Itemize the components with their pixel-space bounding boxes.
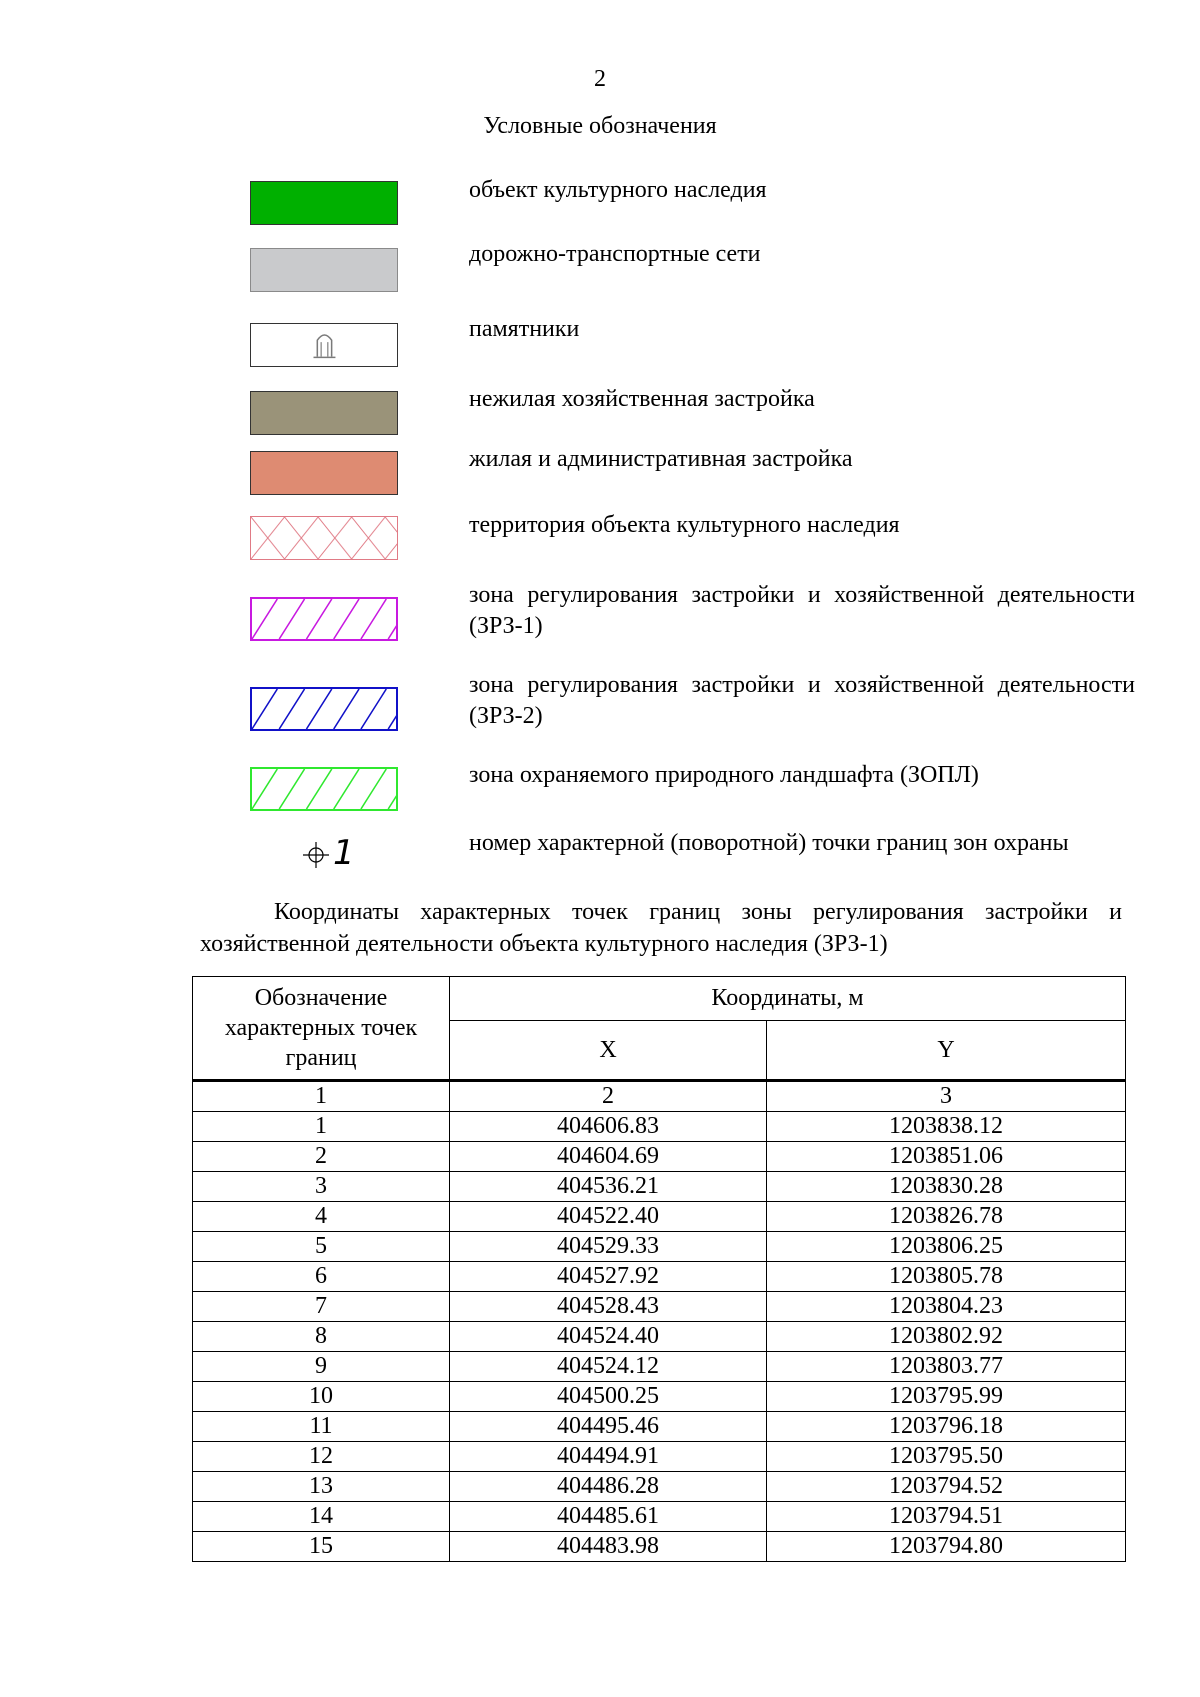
legend-label: зона регулирования застройки и хозяйственной деятельности (ЗРЗ-1) [469, 582, 1135, 639]
column-number: 1 [193, 1081, 450, 1112]
y-coordinate: 1203805.78 [767, 1262, 1126, 1292]
y-coordinate: 1203803.77 [767, 1352, 1126, 1382]
x-coordinate: 404495.46 [450, 1412, 767, 1442]
point-marker-icon [300, 830, 360, 874]
y-coordinate: 1203794.52 [767, 1472, 1126, 1502]
table-row [193, 1502, 1126, 1532]
y-coordinate: 1203796.18 [767, 1412, 1126, 1442]
column-number: 2 [450, 1081, 767, 1112]
table-row [193, 1262, 1126, 1292]
table-row [193, 1172, 1126, 1202]
point-number: 11 [193, 1412, 450, 1442]
point-number: 15 [193, 1532, 450, 1562]
point-number: 12 [193, 1442, 450, 1472]
table-row [193, 1202, 1126, 1232]
table-row [193, 1142, 1126, 1172]
legend-label: номер характерной (поворотной) точки границ зон охраны [469, 830, 1069, 856]
x-coordinate: 404528.43 [450, 1292, 767, 1322]
zrz-2-swatch [250, 687, 398, 731]
legend-label: дорожно-транспортные сети [469, 241, 761, 267]
x-coordinate: 404500.25 [450, 1382, 767, 1412]
x-coordinate: 404524.40 [450, 1322, 767, 1352]
legend-label: объект культурного наследия [469, 177, 767, 203]
point-number: 13 [193, 1472, 450, 1502]
monument-icon [251, 324, 397, 366]
table-row [193, 1532, 1126, 1562]
diagonal-hatch-pattern [252, 599, 396, 639]
crosshatch-pattern [251, 517, 397, 559]
table-header-row [193, 977, 1126, 1021]
y-coordinate: 1203794.51 [767, 1502, 1126, 1532]
x-coordinate: 404485.61 [450, 1502, 767, 1532]
x-coordinate: 404529.33 [450, 1232, 767, 1262]
point-number: 10 [193, 1382, 450, 1412]
x-coordinate: 404606.83 [450, 1112, 767, 1142]
point-number: 9 [193, 1352, 450, 1382]
table-row [193, 1322, 1126, 1352]
y-coordinate: 1203804.23 [767, 1292, 1126, 1322]
y-coordinate: 1203806.25 [767, 1232, 1126, 1262]
y-coordinate: 1203826.78 [767, 1202, 1126, 1232]
point-number: 7 [193, 1292, 450, 1322]
y-coordinate: 1203838.12 [767, 1112, 1126, 1142]
x-coordinate: 404604.69 [450, 1142, 767, 1172]
table-row [193, 1232, 1126, 1262]
diagonal-hatch-pattern [252, 689, 396, 729]
table-row [193, 1442, 1126, 1472]
y-coordinate: 1203851.06 [767, 1142, 1126, 1172]
y-coordinate: 1203830.28 [767, 1172, 1126, 1202]
point-number: 6 [193, 1262, 450, 1292]
header-x: X [450, 1021, 767, 1081]
x-coordinate: 404486.28 [450, 1472, 767, 1502]
heritage-territory-swatch [250, 516, 398, 560]
point-number: 8 [193, 1322, 450, 1352]
header-coordinates: Координаты, м [450, 977, 1126, 1021]
y-coordinate: 1203794.80 [767, 1532, 1126, 1562]
legend-title: Условные обозначения [483, 113, 717, 139]
point-number: 3 [193, 1172, 450, 1202]
legend-label: зона регулирования застройки и хозяйственной деятельности (ЗРЗ-2) [469, 672, 1135, 729]
point-number: 14 [193, 1502, 450, 1532]
x-coordinate: 404494.91 [450, 1442, 767, 1472]
table-row [193, 1292, 1126, 1322]
x-coordinate: 404524.12 [450, 1352, 767, 1382]
point-marker-number: 1 [333, 833, 355, 873]
y-coordinate: 1203802.92 [767, 1322, 1126, 1352]
header-point-designation: Обозначение характерных точек границ [193, 977, 450, 1081]
x-coordinate: 404527.92 [450, 1262, 767, 1292]
x-coordinate: 404483.98 [450, 1532, 767, 1562]
section-title: Координаты характерных точек границ зоны регулирования застройки и хозяйственной деятельности объекта культурного наследия (ЗРЗ-1) [200, 899, 1122, 957]
column-number-row [193, 1081, 1126, 1112]
legend-label: жилая и административная застройка [469, 446, 853, 472]
y-coordinate: 1203795.50 [767, 1442, 1126, 1472]
table-row [193, 1352, 1126, 1382]
point-number: 4 [193, 1202, 450, 1232]
outbuilding-swatch [250, 391, 398, 435]
column-number: 3 [767, 1081, 1126, 1112]
point-number: 5 [193, 1232, 450, 1262]
x-coordinate: 404536.21 [450, 1172, 767, 1202]
cultural-heritage-swatch [250, 181, 398, 225]
diagonal-hatch-pattern [252, 769, 396, 809]
page-number: 2 [594, 66, 606, 92]
x-coordinate: 404522.40 [450, 1202, 767, 1232]
table-row [193, 1472, 1126, 1502]
table-row [193, 1412, 1126, 1442]
legend-label: территория объекта культурного наследия [469, 512, 900, 538]
point-number: 2 [193, 1142, 450, 1172]
monument-swatch [250, 323, 398, 367]
zopl-swatch [250, 767, 398, 811]
zrz-1-swatch [250, 597, 398, 641]
legend-label: зона охраняемого природного ландшафта (ЗОПЛ) [469, 762, 979, 788]
header-y: Y [767, 1021, 1126, 1081]
residential-swatch [250, 451, 398, 495]
legend-label: памятники [469, 316, 580, 342]
y-coordinate: 1203795.99 [767, 1382, 1126, 1412]
legend-label: нежилая хозяйственная застройка [469, 386, 815, 412]
table-body [193, 1112, 1126, 1562]
point-number: 1 [193, 1112, 450, 1142]
road-networks-swatch [250, 248, 398, 292]
coordinates-table [192, 976, 1126, 1562]
table-row [193, 1112, 1126, 1142]
table-row [193, 1382, 1126, 1412]
